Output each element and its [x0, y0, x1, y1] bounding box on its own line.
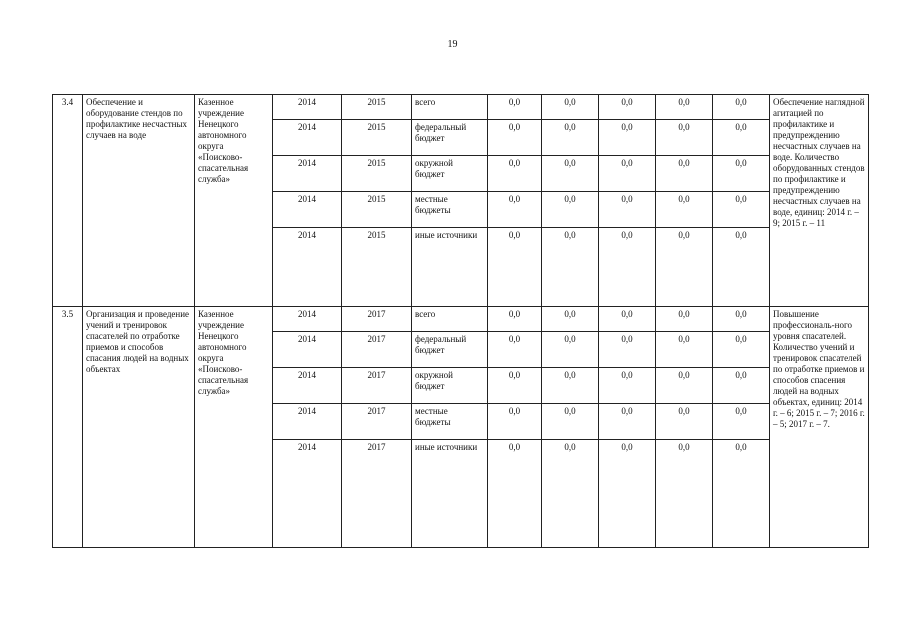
amount-cell: 0,0	[656, 307, 713, 332]
table-row	[53, 95, 869, 120]
amount-cell: 0,0	[656, 332, 713, 368]
amount-cell: 0,0	[542, 368, 599, 404]
amount-cell: 0,0	[713, 440, 770, 548]
end-year: 2017	[342, 368, 412, 404]
amount-cell: 0,0	[542, 332, 599, 368]
amount-cell: 0,0	[713, 368, 770, 404]
amount-cell: 0,0	[713, 156, 770, 192]
funding-source: иные источники	[412, 228, 488, 307]
amount-cell: 0,0	[488, 120, 542, 156]
page-number: 19	[447, 39, 458, 50]
expected-result: Обеспечение наглядной агитацией по профилактике и предупреждению несчастных случаев на воде. Количество оборудованных стендов по профилактике и предупреждению несчастных случаев на воде, единиц: 2014 г. – 9; 2015 г. – 11	[770, 95, 869, 307]
end-year: 2015	[342, 95, 412, 120]
amount-cell: 0,0	[488, 192, 542, 228]
item-number: 3.5	[53, 307, 83, 548]
amount-cell: 0,0	[488, 404, 542, 440]
amount-cell: 0,0	[542, 307, 599, 332]
start-year: 2014	[273, 332, 342, 368]
end-year: 2017	[342, 332, 412, 368]
funding-source: иные источники	[412, 440, 488, 548]
amount-cell: 0,0	[599, 307, 656, 332]
amount-cell: 0,0	[599, 120, 656, 156]
amount-cell: 0,0	[656, 404, 713, 440]
amount-cell: 0,0	[656, 120, 713, 156]
amount-cell: 0,0	[488, 332, 542, 368]
funding-source: окружной бюджет	[412, 368, 488, 404]
funding-source: окружной бюджет	[412, 156, 488, 192]
amount-cell: 0,0	[713, 307, 770, 332]
amount-cell: 0,0	[656, 95, 713, 120]
item-name: Организация и проведение учений и тренировок спасателей по отработке приемов и способов спасания людей на водных объектах	[83, 307, 195, 548]
start-year: 2014	[273, 95, 342, 120]
amount-cell: 0,0	[488, 228, 542, 307]
start-year: 2014	[273, 228, 342, 307]
item-executor: Казенное учреждение Ненецкого автономного округа «Поисково-спасательная служба»	[195, 95, 273, 307]
amount-cell: 0,0	[656, 228, 713, 307]
start-year: 2014	[273, 307, 342, 332]
funding-source: всего	[412, 95, 488, 120]
end-year: 2017	[342, 404, 412, 440]
amount-cell: 0,0	[599, 95, 656, 120]
end-year: 2017	[342, 440, 412, 548]
amount-cell: 0,0	[542, 156, 599, 192]
amount-cell: 0,0	[488, 440, 542, 548]
amount-cell: 0,0	[713, 228, 770, 307]
start-year: 2014	[273, 156, 342, 192]
funding-source: федеральный бюджет	[412, 120, 488, 156]
expected-result: Повышение профессиональ-ного уровня спасателей. Количество учений и тренировок спасателей по отработке приемов и способов спасения людей на водных объектах, единиц: 2014 г. – 6; 2015 г. – 7; 2016 г. – 5; 2017 г. – 7.	[770, 307, 869, 548]
amount-cell: 0,0	[542, 95, 599, 120]
start-year: 2014	[273, 192, 342, 228]
start-year: 2014	[273, 120, 342, 156]
amount-cell: 0,0	[599, 440, 656, 548]
amount-cell: 0,0	[656, 192, 713, 228]
amount-cell: 0,0	[713, 332, 770, 368]
item-number: 3.4	[53, 95, 83, 307]
amount-cell: 0,0	[713, 120, 770, 156]
amount-cell: 0,0	[599, 332, 656, 368]
amount-cell: 0,0	[713, 192, 770, 228]
end-year: 2015	[342, 120, 412, 156]
amount-cell: 0,0	[542, 192, 599, 228]
start-year: 2014	[273, 404, 342, 440]
program-table	[52, 94, 869, 548]
end-year: 2015	[342, 192, 412, 228]
amount-cell: 0,0	[488, 307, 542, 332]
amount-cell: 0,0	[542, 440, 599, 548]
amount-cell: 0,0	[656, 368, 713, 404]
end-year: 2015	[342, 156, 412, 192]
amount-cell: 0,0	[656, 156, 713, 192]
amount-cell: 0,0	[542, 120, 599, 156]
amount-cell: 0,0	[656, 440, 713, 548]
start-year: 2014	[273, 440, 342, 548]
amount-cell: 0,0	[599, 228, 656, 307]
amount-cell: 0,0	[488, 95, 542, 120]
funding-source: местные бюджеты	[412, 192, 488, 228]
funding-source: местные бюджеты	[412, 404, 488, 440]
funding-source: федеральный бюджет	[412, 332, 488, 368]
amount-cell: 0,0	[542, 228, 599, 307]
amount-cell: 0,0	[488, 156, 542, 192]
amount-cell: 0,0	[599, 368, 656, 404]
amount-cell: 0,0	[488, 368, 542, 404]
item-name: Обеспечение и оборудование стендов по профилактике несчастных случаев на воде	[83, 95, 195, 307]
amount-cell: 0,0	[542, 404, 599, 440]
amount-cell: 0,0	[599, 192, 656, 228]
amount-cell: 0,0	[713, 95, 770, 120]
start-year: 2014	[273, 368, 342, 404]
amount-cell: 0,0	[713, 404, 770, 440]
funding-source: всего	[412, 307, 488, 332]
amount-cell: 0,0	[599, 404, 656, 440]
end-year: 2017	[342, 307, 412, 332]
table-row	[53, 307, 869, 332]
item-executor: Казенное учреждение Ненецкого автономного округа «Поисково-спасательная служба»	[195, 307, 273, 548]
end-year: 2015	[342, 228, 412, 307]
amount-cell: 0,0	[599, 156, 656, 192]
